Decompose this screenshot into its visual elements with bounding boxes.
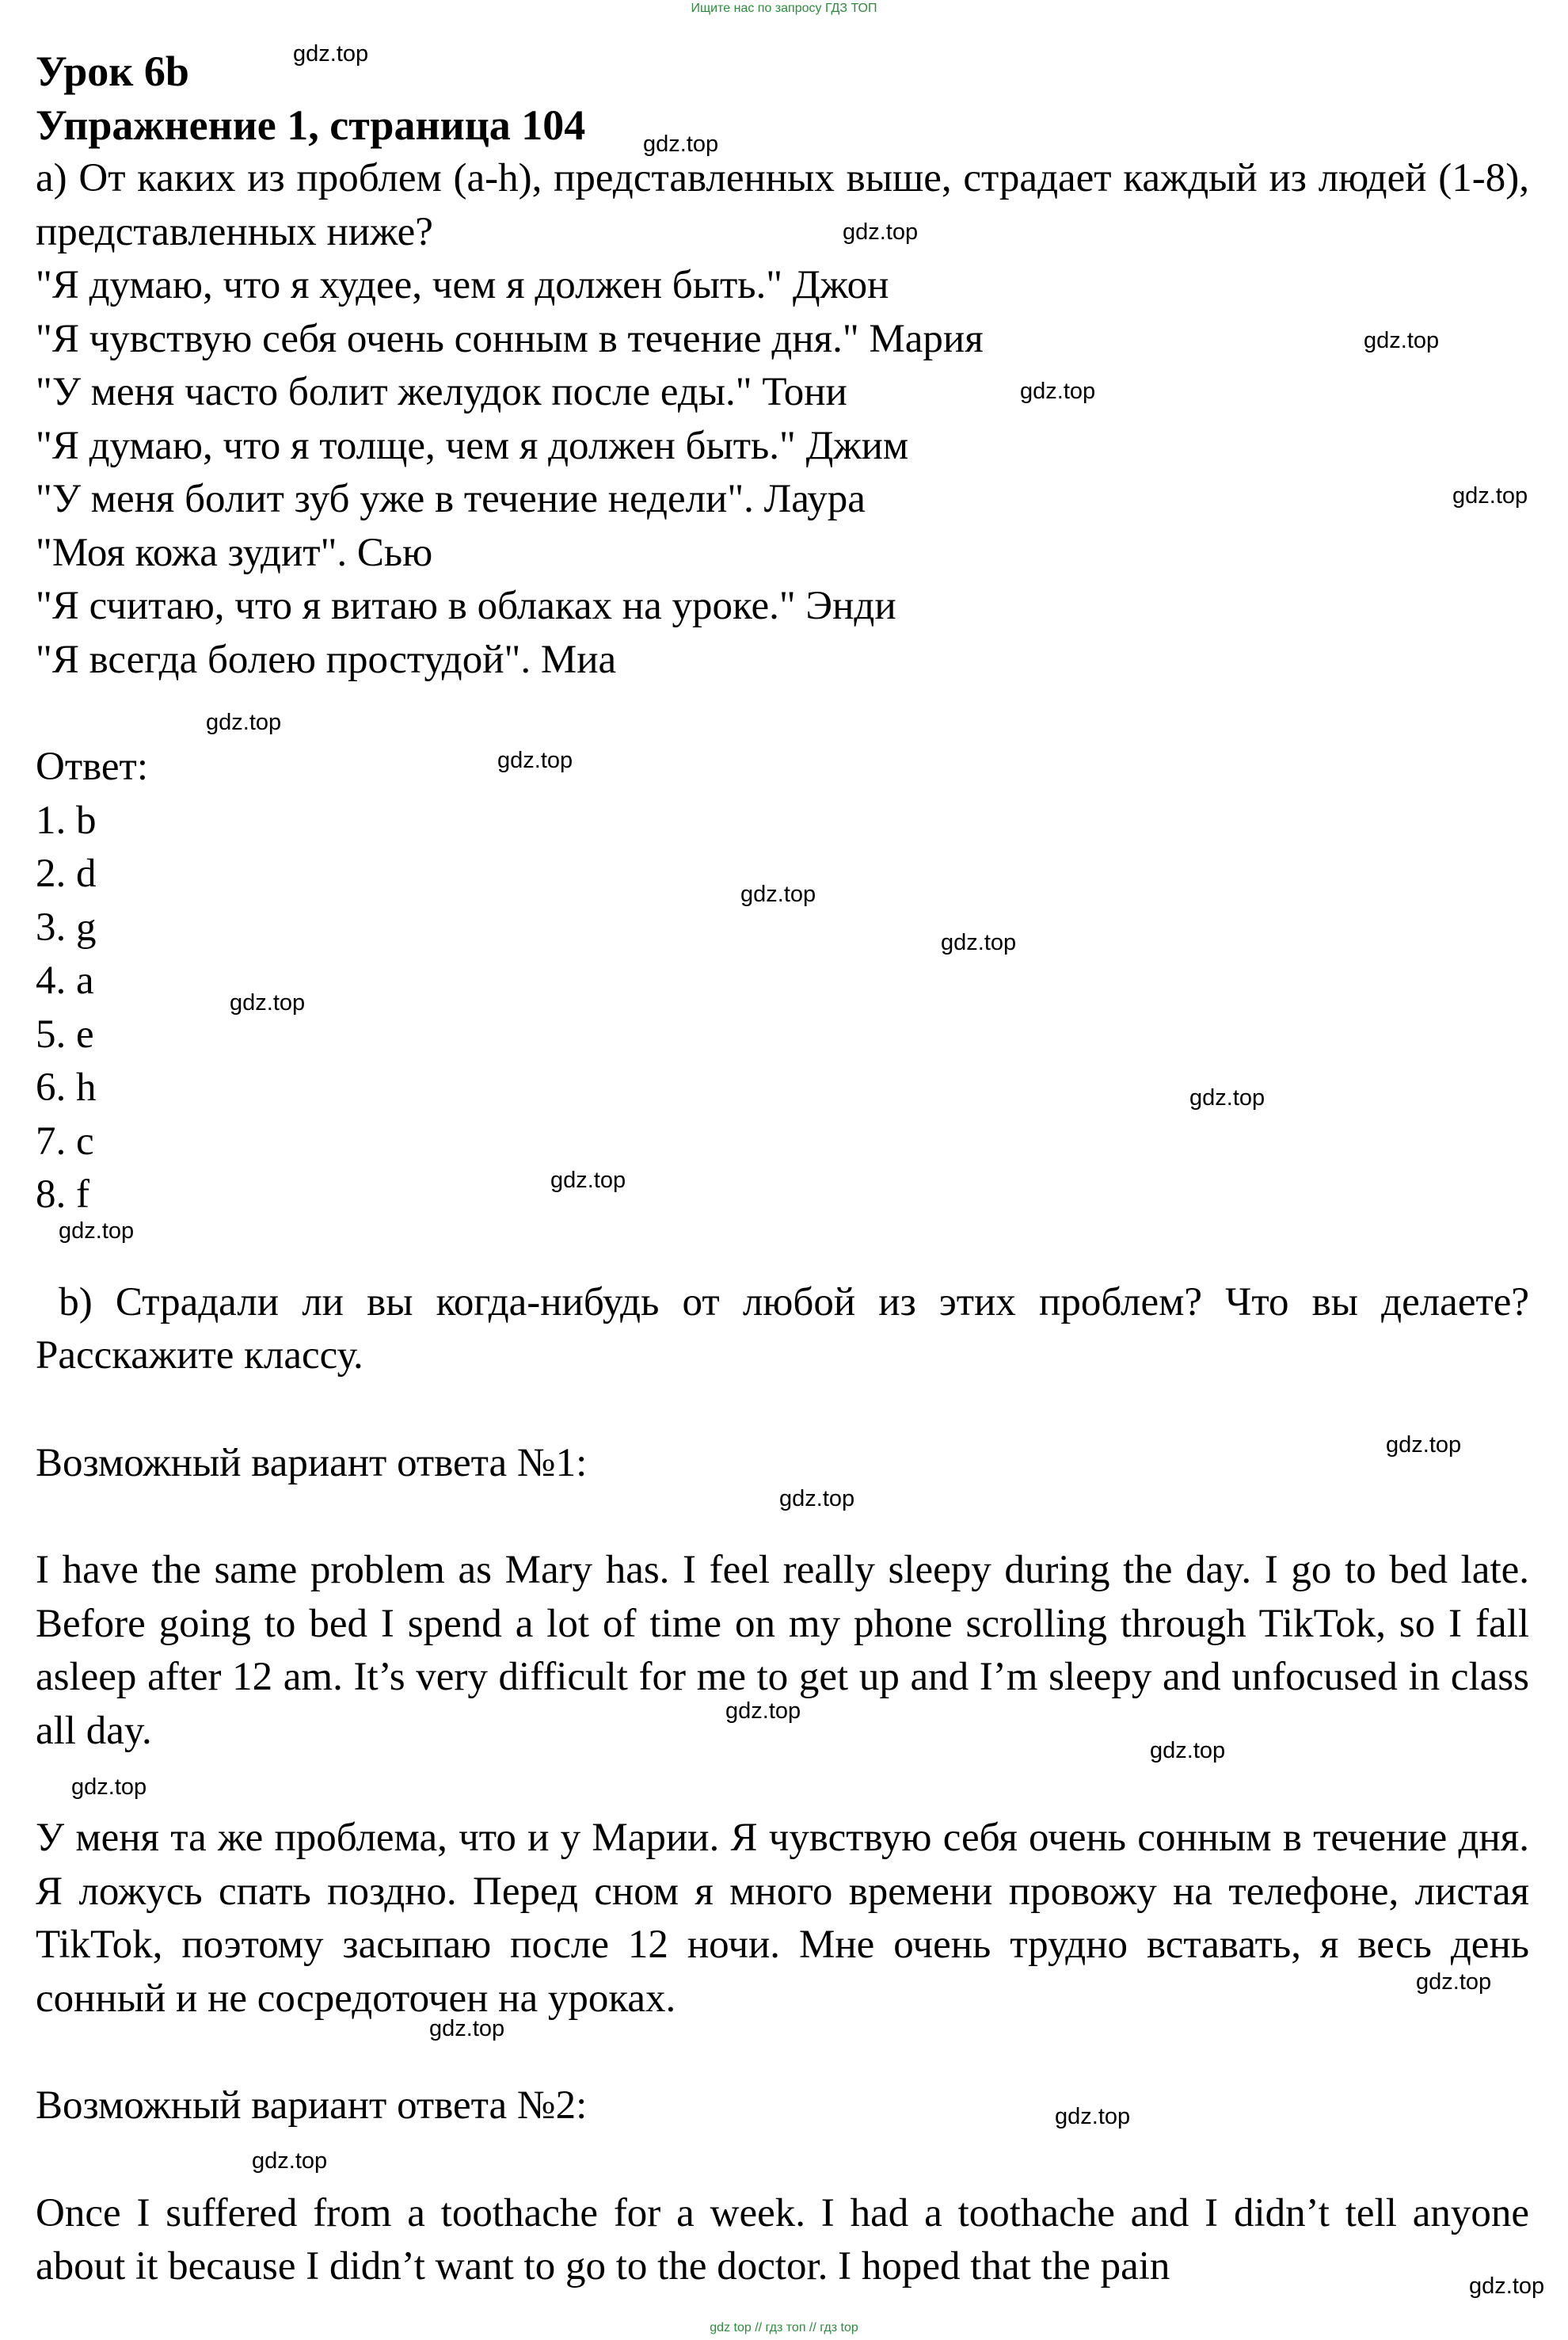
watermark: gdz.top: [59, 1218, 135, 1244]
variant1-english-text: I have the same problem as Mary has. I feel really sleepy during the day. I go to bed late. Before going to bed I spend a lot of time on my phone scrolling through TikTok, so I fall asleep after 12 am. It’s very difficult for me to get up and I’m sleepy and unfocused in class all day.: [36, 1548, 1529, 1753]
answer-item: 6. h: [36, 1065, 97, 1110]
watermark: gdz.top: [843, 219, 919, 245]
watermark: gdz.top: [206, 710, 282, 735]
answer-item: 2. d: [36, 852, 97, 896]
watermark: gdz.top: [941, 930, 1017, 955]
watermark: gdz.top: [643, 131, 719, 157]
answer-item: 1. b: [36, 798, 97, 843]
top-banner: Ищите нас по запросу ГДЗ ТОП: [691, 2, 877, 15]
watermark: gdz.top: [1452, 483, 1528, 509]
quote-item: "У меня болит зуб уже в течение недели". Лаура: [36, 477, 866, 521]
watermark: gdz.top: [550, 1168, 626, 1193]
watermark: gdz.top: [1469, 2273, 1545, 2299]
task-a-text: а) От каких из проблем (a-h), представленных выше, страдает каждый из людей (1-8), представленных ниже?: [36, 156, 1529, 254]
watermark: gdz.top: [429, 2016, 505, 2041]
quote-item: "Я считаю, что я витаю в облаках на уроке." Энди: [36, 584, 896, 628]
answer-label: Ответ:: [36, 745, 148, 789]
variant2-label: Возможный вариант ответа №2:: [36, 2083, 588, 2128]
variant1-label: Возможный вариант ответа №1:: [36, 1440, 588, 1485]
document-content: [36, 44, 1539, 2294]
watermark: gdz.top: [497, 748, 573, 773]
watermark: gdz.top: [740, 882, 816, 907]
watermark: gdz.top: [1189, 1085, 1265, 1111]
variant2-english-text: Once I suffered from a toothache for a week. I had a toothache and I didn’t tell anyone about it because I didn’t want to go to the doctor. I hoped that the pain: [36, 2190, 1529, 2289]
watermark: gdz.top: [779, 1486, 855, 1511]
watermark: gdz.top: [1020, 379, 1096, 404]
answer-item: 7. c: [36, 1119, 94, 1164]
watermark: gdz.top: [1364, 328, 1440, 353]
variant1-russian-text: У меня та же проблема, что и у Марии. Я чувствую себя очень сонным в течение дня. Я ложусь спать поздно. Перед сном я много времени провожу на телефоне, листая TikTok, поэтому засыпаю после 12 ночи. Мне очень трудно вставать, я весь день сонный и не сосредоточен на уроках.: [36, 1816, 1529, 2021]
quote-item: "Я думаю, что я толще, чем я должен быть." Джим: [36, 423, 909, 468]
exercise-title: Упражнение 1, страница 104: [36, 101, 586, 149]
quote-item: "Я думаю, что я худее, чем я должен быть." Джон: [36, 263, 889, 307]
footer-links: gdz top // гдз топ // гдз top: [710, 2321, 858, 2334]
answer-item: 8. f: [36, 1172, 89, 1217]
answer-item: 3. g: [36, 905, 97, 950]
quote-item: "Я всегда болею простудой". Миа: [36, 637, 617, 682]
task-b-text: b) Страдали ли вы когда-нибудь от любой из этих проблем? Что вы делаете? Расскажите классу.: [36, 1279, 1539, 1378]
answer-item: 4. a: [36, 958, 94, 1003]
answer-item: 5. e: [36, 1012, 94, 1057]
quote-item: "Я чувствую себя очень сонным в течение дня." Мария: [36, 316, 984, 361]
watermark: gdz.top: [725, 1698, 801, 1724]
watermark: gdz.top: [252, 2148, 328, 2174]
lesson-title: Урок 6b: [36, 48, 189, 95]
quote-item: "У меня часто болит желудок после еды." Тони: [36, 370, 847, 414]
watermark: gdz.top: [1386, 1432, 1462, 1458]
watermark: gdz.top: [1416, 1969, 1492, 1995]
quote-item: "Моя кожа зудит". Сью: [36, 530, 433, 575]
quotes-list: [36, 259, 1529, 687]
watermark: gdz.top: [1150, 1738, 1226, 1763]
watermark: gdz.top: [230, 990, 306, 1016]
watermark: gdz.top: [71, 1774, 147, 1800]
watermark: gdz.top: [1055, 2104, 1131, 2129]
watermark: gdz.top: [293, 41, 369, 67]
